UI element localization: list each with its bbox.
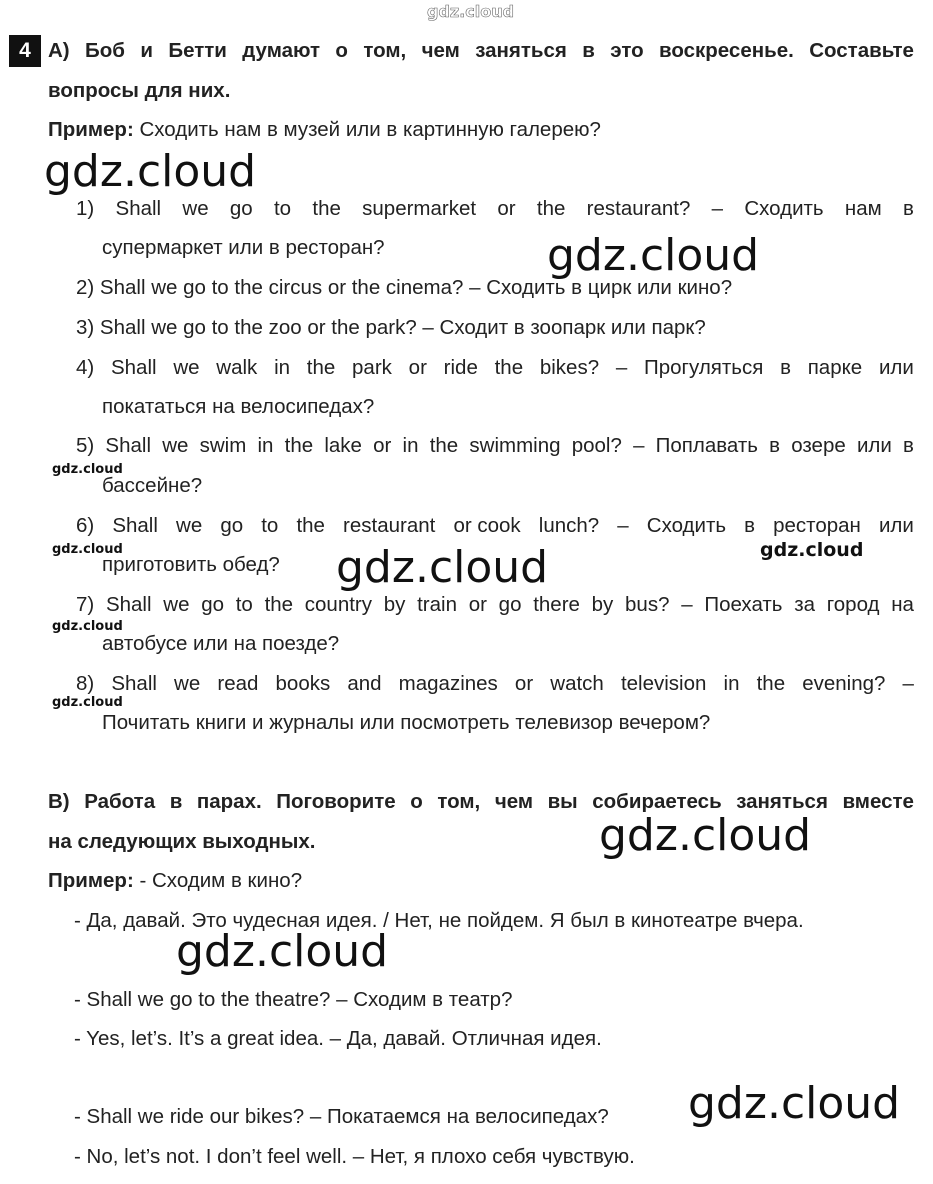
word: собираетесь bbox=[592, 790, 722, 813]
word: Shall bbox=[105, 593, 152, 616]
part-a-title-line2: вопросы для них. bbox=[48, 79, 231, 102]
word: in bbox=[723, 672, 740, 695]
word: books bbox=[275, 672, 331, 695]
word: в bbox=[903, 434, 914, 457]
part-b-example-label: Пример: bbox=[48, 869, 134, 892]
item-1-line2: супермаркет или в ресторан? bbox=[102, 236, 385, 259]
word: or bbox=[373, 434, 392, 457]
word: – bbox=[902, 672, 914, 695]
word: заняться bbox=[736, 790, 828, 813]
word: 7) bbox=[76, 593, 95, 616]
word: in bbox=[402, 434, 419, 457]
word: в bbox=[744, 514, 756, 537]
part-b-example bbox=[48, 869, 302, 893]
word: swim bbox=[199, 434, 247, 457]
word: озере bbox=[791, 434, 846, 457]
word: том, bbox=[437, 790, 481, 813]
watermark-big-1: gdz.cloud bbox=[44, 146, 257, 197]
word: park bbox=[352, 356, 392, 379]
word: restaurant? bbox=[586, 197, 691, 220]
word: – bbox=[617, 514, 629, 537]
item-4-line1 bbox=[76, 356, 914, 380]
word: we bbox=[182, 197, 209, 220]
word: в bbox=[169, 790, 183, 813]
word: парке bbox=[807, 356, 863, 379]
word: the bbox=[536, 197, 566, 220]
word: to bbox=[261, 514, 279, 537]
word: нам bbox=[844, 197, 882, 220]
word: вы bbox=[547, 790, 578, 813]
watermark-small-2: gdz.cloud bbox=[52, 542, 123, 557]
word: swimming bbox=[469, 434, 561, 457]
word: о bbox=[335, 39, 348, 62]
part-a-example-text: Сходить нам в музей или в картинную галерею? bbox=[133, 118, 601, 141]
word: Сходить bbox=[646, 514, 727, 537]
word: or bbox=[514, 672, 534, 695]
word: чем bbox=[421, 39, 460, 62]
word: B) bbox=[48, 790, 70, 813]
watermark-small-4: gdz.cloud bbox=[52, 619, 123, 634]
word: the bbox=[306, 356, 336, 379]
part-b-example-answer: - Да, давай. Это чудесная идея. / Нет, не пойдем. Я был в кинотеатре вчера. bbox=[74, 909, 804, 932]
word: restaurant bbox=[343, 514, 436, 537]
word: go bbox=[229, 197, 253, 220]
word: или bbox=[856, 434, 892, 457]
word: парах. bbox=[196, 790, 262, 813]
word: bikes? bbox=[539, 356, 600, 379]
word: чем bbox=[494, 790, 534, 813]
word: – bbox=[681, 593, 693, 616]
word: there bbox=[533, 593, 580, 616]
word: evening? bbox=[802, 672, 886, 695]
word: воскресенье. bbox=[659, 39, 794, 62]
watermark-top: gdz.cloud bbox=[427, 2, 515, 21]
word: Сходить bbox=[744, 197, 824, 220]
word: ресторан bbox=[773, 514, 861, 537]
word: 1) bbox=[76, 197, 95, 220]
word: pool? bbox=[571, 434, 622, 457]
watermark-big-5: gdz.cloud bbox=[176, 926, 389, 977]
word: Работа bbox=[84, 790, 156, 813]
part-b-title-line2: на следующих выходных. bbox=[48, 830, 316, 853]
word: go bbox=[498, 593, 522, 616]
watermark-big-3: gdz.cloud bbox=[336, 542, 549, 593]
word: lunch? bbox=[538, 514, 600, 537]
word: the bbox=[296, 514, 325, 537]
word: read bbox=[217, 672, 259, 695]
word: walk bbox=[216, 356, 258, 379]
word: в bbox=[780, 356, 791, 379]
item-1-line1 bbox=[76, 197, 914, 221]
word: или bbox=[878, 514, 914, 537]
word: – bbox=[633, 434, 645, 457]
word: в bbox=[903, 197, 914, 220]
word: том, bbox=[363, 39, 407, 62]
item-6-line2: приготовить обед? bbox=[102, 553, 280, 576]
word: – bbox=[711, 197, 724, 220]
part-b-example-text: - Сходим в кино? bbox=[133, 869, 303, 892]
word: Поехать bbox=[704, 593, 783, 616]
item-5-line1 bbox=[76, 434, 914, 458]
word: на bbox=[891, 593, 914, 616]
word: – bbox=[615, 356, 628, 379]
item-6-line1 bbox=[76, 514, 914, 538]
word: Shall bbox=[112, 514, 158, 537]
word: в bbox=[769, 434, 781, 457]
word: Боб bbox=[85, 39, 125, 62]
word: или bbox=[878, 356, 914, 379]
word: the bbox=[494, 356, 524, 379]
item-4-line2: покататься на велосипедах? bbox=[102, 395, 375, 418]
word: we bbox=[174, 672, 201, 695]
word: Поговорите bbox=[276, 790, 396, 813]
word: Shall bbox=[110, 356, 157, 379]
item-3-line1: 3) Shall we go to the zoo or the park? – Сходит в зоопарк или парк? bbox=[76, 316, 706, 339]
word: lake bbox=[324, 434, 362, 457]
task-number-badge: 4 bbox=[9, 35, 41, 67]
item-7-line1 bbox=[76, 593, 914, 617]
word: 5) bbox=[76, 434, 95, 457]
watermark-small-1: gdz.cloud bbox=[52, 462, 123, 477]
word: Бетти bbox=[168, 39, 227, 62]
word: bus? bbox=[625, 593, 670, 616]
word: за bbox=[794, 593, 816, 616]
word: magazines bbox=[398, 672, 498, 695]
word: думают bbox=[242, 39, 321, 62]
word: 8) bbox=[76, 672, 95, 695]
word: the bbox=[756, 672, 786, 695]
word: A) bbox=[48, 39, 70, 62]
word: supermarket bbox=[362, 197, 477, 220]
word: о bbox=[410, 790, 423, 813]
word: вместе bbox=[842, 790, 914, 813]
dialogue-line-1: - Shall we go to the theatre? – Сходим в театр? bbox=[74, 988, 513, 1011]
word: or bbox=[497, 197, 516, 220]
watermark-small-5: gdz.cloud bbox=[52, 695, 123, 710]
word: go bbox=[220, 514, 244, 537]
word: the bbox=[284, 434, 314, 457]
word: the bbox=[264, 593, 294, 616]
watermark-small-3: gdz.cloud bbox=[760, 539, 864, 561]
item-7-line2: автобусе или на поезде? bbox=[102, 632, 340, 655]
word: in bbox=[257, 434, 274, 457]
word: to bbox=[273, 197, 292, 220]
word: and bbox=[347, 672, 382, 695]
word: Shall bbox=[115, 197, 162, 220]
dialogue-line-4: - No, let’s not. I don’t feel well. – Нет, я плохо себя чувствую. bbox=[74, 1145, 635, 1168]
word: the bbox=[429, 434, 459, 457]
word: 6) bbox=[76, 514, 95, 537]
watermark-big-4: gdz.cloud bbox=[599, 810, 812, 861]
word: by bbox=[591, 593, 614, 616]
word: to bbox=[235, 593, 253, 616]
word: watch bbox=[550, 672, 604, 695]
word: Прогуляться bbox=[644, 356, 764, 379]
word: это bbox=[610, 39, 644, 62]
word: ride bbox=[443, 356, 478, 379]
word: Shall bbox=[105, 434, 152, 457]
word: Составьте bbox=[809, 39, 914, 62]
word: Поплавать bbox=[655, 434, 758, 457]
item-8-line2: Почитать книги и журналы или посмотреть телевизор вечером? bbox=[102, 711, 711, 734]
word: go bbox=[201, 593, 225, 616]
word: заняться bbox=[475, 39, 567, 62]
word: we bbox=[162, 434, 189, 457]
word: и bbox=[140, 39, 153, 62]
word: город bbox=[826, 593, 880, 616]
watermark-big-6: gdz.cloud bbox=[688, 1078, 901, 1129]
item-8-line1 bbox=[76, 672, 914, 696]
part-a-example bbox=[48, 118, 601, 142]
word: train bbox=[417, 593, 457, 616]
word: the bbox=[312, 197, 341, 220]
word: or bbox=[468, 593, 487, 616]
dialogue-line-2: - Yes, let’s. It’s a great idea. – Да, давай. Отличная идея. bbox=[74, 1027, 602, 1050]
item-2-line1: 2) Shall we go to the circus or the cinema? – Сходить в цирк или кино? bbox=[76, 276, 733, 299]
word: we bbox=[176, 514, 203, 537]
word: Shall bbox=[111, 672, 157, 695]
part-a-title-line1 bbox=[48, 39, 914, 63]
part-a-example-label: Пример: bbox=[48, 118, 134, 141]
word: by bbox=[383, 593, 406, 616]
word: 4) bbox=[76, 356, 95, 379]
word: в bbox=[582, 39, 595, 62]
watermark-big-2: gdz.cloud bbox=[547, 230, 760, 281]
word: country bbox=[304, 593, 373, 616]
word: or cook bbox=[453, 514, 521, 537]
word: we bbox=[163, 593, 190, 616]
word: or bbox=[408, 356, 427, 379]
word: in bbox=[274, 356, 291, 379]
word: television bbox=[620, 672, 707, 695]
word: we bbox=[173, 356, 200, 379]
item-5-line2: бассейне? bbox=[102, 474, 203, 497]
dialogue-line-3: - Shall we ride our bikes? – Покатаемся на велосипедах? bbox=[74, 1105, 609, 1128]
